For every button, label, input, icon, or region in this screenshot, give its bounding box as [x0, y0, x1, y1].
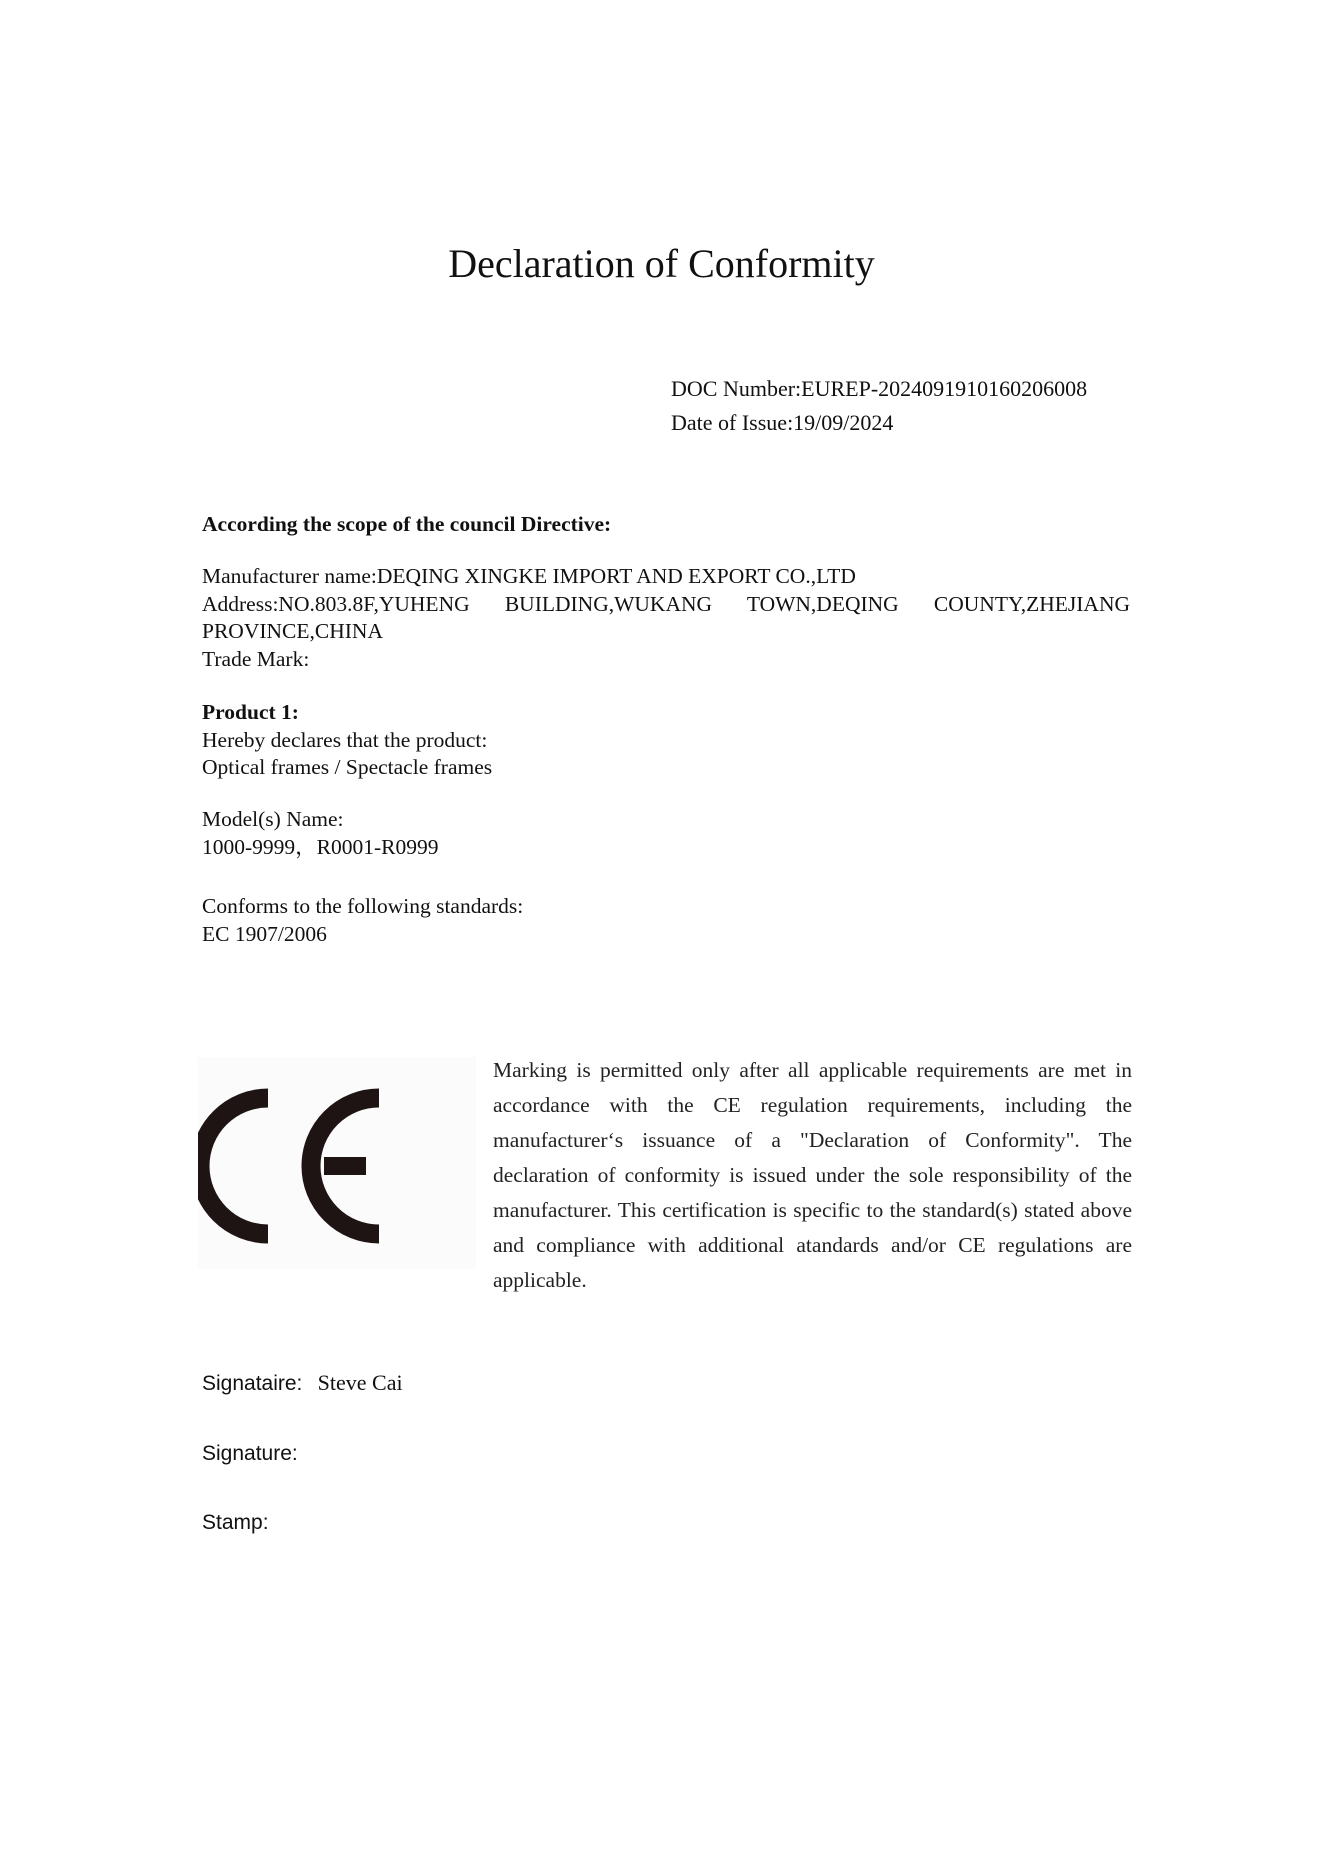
- model-label: Model(s) Name:: [202, 807, 344, 831]
- signataire-row: [202, 1370, 403, 1396]
- model-section: [202, 806, 1130, 861]
- product-heading: Product 1:: [202, 700, 299, 724]
- declares-text: Hereby declares that the product:: [202, 727, 488, 752]
- manufacturer-name: Manufacturer name:DEQING XINGKE IMPORT AND EXPORT CO.,LTD: [202, 564, 856, 588]
- standards-value: EC 1907/2006: [202, 921, 327, 946]
- model-value: 1000-9999，R0001-R0999: [202, 834, 439, 859]
- standards-section: [202, 893, 1130, 948]
- product-name: Optical frames / Spectacle frames: [202, 755, 493, 779]
- document-title: Declaration of Conformity: [448, 241, 875, 286]
- product-section: [202, 699, 1130, 782]
- scope-heading: According the scope of the council Directive:: [202, 512, 612, 536]
- ce-mark-logo: [198, 1057, 476, 1269]
- stamp-label: Stamp:: [202, 1511, 269, 1534]
- manufacturer-address: Address:NO.803.8F,YUHENG BUILDING,WUKANG TOWN,DEQING COUNTY,ZHEJIANG PROVINCE,CHINA: [202, 591, 1130, 643]
- ce-mark-icon: [198, 1057, 476, 1269]
- signature-label: Signature:: [202, 1442, 298, 1465]
- trade-mark: Trade Mark:: [202, 646, 310, 671]
- doc-number: DOC Number:EUREP-2024091910160206008: [671, 376, 1088, 401]
- signataire-name: Steve Cai: [317, 1370, 403, 1395]
- signataire-label: Signataire:: [202, 1372, 303, 1395]
- date-of-issue: Date of Issue:19/09/2024: [671, 410, 894, 435]
- ce-notice: Marking is permitted only after all applicable requirements are met in accordance with the CE regulation requirements, including the manufacturer‘s issuance of a "Declaration of Conformity". The declaration of conformity is issued under the sole responsibility of the manufacturer. This certification is specific to the standard(s) stated above and compliance with additional atandards and/or CE regulations are applicable.: [493, 1058, 1132, 1292]
- manufacturer-section: [202, 563, 1130, 673]
- standards-label: Conforms to the following standards:: [202, 894, 524, 918]
